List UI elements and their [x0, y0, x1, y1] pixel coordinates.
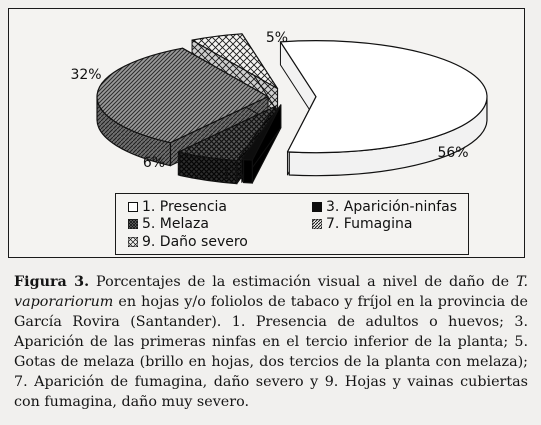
legend-label-fumagina: 7. Fumagina: [326, 216, 413, 232]
legend-swatch-aparicion-ninfas: [312, 202, 322, 212]
legend-label-melaza: 5. Melaza: [142, 216, 209, 232]
caption-text-body: en hojas y/o foliolos de tabaco y fríjol en la provincia de García Rovira (Santander). 1. Presencia de adultos o huevos; 3. Aparición de las primeras ninfas en el tercio inferior de la planta; 5. Gotas de melaza (brillo en hojas, dos tercios de la planta con melaza); 7. Aparición de fumagina, daño severo y 9. Hojas y vainas cubiertas con fumagina, daño muy severo.: [14, 294, 528, 410]
legend-label-dano-severo: 9. Daño severo: [142, 234, 248, 250]
caption-species: T. vaporariorum: [14, 274, 529, 310]
slice-label-fumagina: 32%: [70, 67, 102, 83]
chart-frame: [8, 8, 525, 258]
slice-side-aparicion-ninfas: [244, 159, 253, 183]
legend-label-presencia: 1. Presencia: [142, 199, 228, 215]
slice-label-melaza: 6%: [142, 155, 166, 171]
legend-label-aparicion-ninfas: 3. Aparición-ninfas: [326, 199, 458, 215]
slice-label-dano-severo: 5%: [265, 30, 289, 46]
figure-caption: [14, 272, 528, 412]
slice-label-aparicion-ninfas: 1%: [221, 167, 245, 183]
slice-label-presencia: 56%: [437, 145, 469, 161]
legend-swatch-presencia: [128, 202, 138, 212]
legend-swatch-fumagina: [312, 219, 322, 229]
figure-label: Figura 3.: [14, 274, 90, 290]
legend-swatch-melaza: [128, 219, 138, 229]
chart-legend: [115, 193, 469, 255]
caption-text-intro: Porcentajes de la estimación visual a nivel de daño de: [89, 274, 517, 290]
legend-swatch-dano-severo: [128, 237, 138, 247]
